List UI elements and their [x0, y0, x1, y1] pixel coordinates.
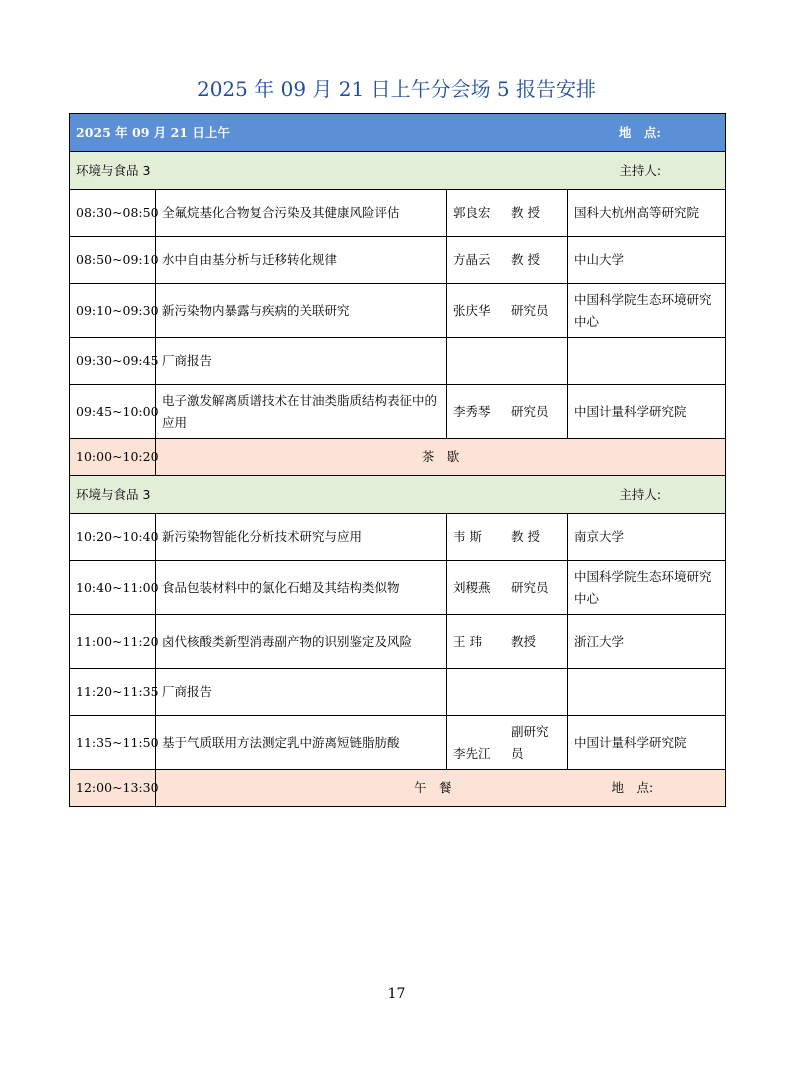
session-row: [70, 152, 726, 190]
talk-topic: 全氟烷基化合物复合污染及其健康风险评估: [156, 190, 447, 237]
table-row: [70, 190, 726, 237]
talk-topic: 新污染物智能化分析技术研究与应用: [156, 514, 447, 561]
session-cell: [70, 152, 726, 190]
talk-time: 11:20~11:35: [70, 669, 156, 716]
table-row: [70, 284, 726, 338]
speaker-cell: [447, 385, 568, 439]
talk-time: 09:10~09:30: [70, 284, 156, 338]
table-row: [70, 561, 726, 615]
table-row: [70, 669, 726, 716]
speaker-org: [568, 338, 726, 385]
lunch-time: 12:00~13:30: [70, 770, 156, 807]
table-row: [70, 385, 726, 439]
talk-time: 11:35~11:50: [70, 716, 156, 770]
speaker-title: 研究员: [511, 403, 549, 419]
page-title: 2025 年 09 月 21 日上午分会场 5 报告安排: [196, 77, 597, 101]
speaker-name: 李秀琴: [453, 403, 491, 419]
speaker-cell: [447, 669, 568, 716]
speaker-title: 研究员: [511, 302, 549, 318]
speaker-org: 中国计量科学研究院: [568, 716, 726, 770]
talk-time: 08:50~09:10: [70, 237, 156, 284]
session-name: 环境与食品 3: [76, 162, 151, 178]
speaker-cell: [447, 284, 568, 338]
table-header-row: [70, 114, 726, 152]
speaker-org: 中山大学: [568, 237, 726, 284]
speaker-org: 南京大学: [568, 514, 726, 561]
speaker-cell: [447, 237, 568, 284]
speaker-title: 教 授: [511, 205, 540, 220]
talk-topic: 新污染物内暴露与疾病的关联研究: [156, 284, 447, 338]
speaker-title: 研究员: [511, 579, 549, 595]
speaker-org: 浙江大学: [568, 615, 726, 669]
break-label: 茶 歇: [156, 439, 726, 476]
speaker-name: 刘稷燕: [453, 579, 491, 595]
table-row: [70, 514, 726, 561]
speaker-cell: [447, 338, 568, 385]
talk-topic: 卤代核酸类新型消毒副产物的识别鉴定及风险: [156, 615, 447, 669]
speaker-org: 中国科学院生态环境研究中心: [568, 561, 726, 615]
speaker-name: 韦 斯: [453, 529, 482, 544]
schedule-table: [69, 113, 726, 807]
talk-time: 09:45~10:00: [70, 385, 156, 439]
lunch-cell: [156, 770, 726, 807]
speaker-org: 中国科学院生态环境研究中心: [568, 284, 726, 338]
speaker-name: 王 玮: [453, 633, 482, 649]
speaker-name: 张庆华: [453, 302, 491, 318]
speaker-cell: [447, 190, 568, 237]
speaker-title: 教 授: [511, 529, 540, 544]
talk-time: 10:20~10:40: [70, 514, 156, 561]
talk-time: 10:40~11:00: [70, 561, 156, 615]
speaker-cell: [447, 514, 568, 561]
talk-time: 11:00~11:20: [70, 615, 156, 669]
lunch-label: 午 餐: [414, 780, 452, 795]
speaker-title: 教 授: [511, 252, 540, 267]
break-time: 10:00~10:20: [70, 439, 156, 476]
lunch-location-label: 地 点:: [611, 780, 654, 795]
speaker-org: [568, 669, 726, 716]
speaker-title: 教授: [511, 633, 537, 649]
speaker-name: 郭良宏: [453, 205, 491, 220]
talk-topic: 水中自由基分析与迁移转化规律: [156, 237, 447, 284]
table-row: [70, 237, 726, 284]
session-row: [70, 476, 726, 514]
speaker-cell: [447, 615, 568, 669]
speaker-name: 李先江: [453, 745, 491, 761]
speaker-cell: [447, 561, 568, 615]
speaker-org: 中国计量科学研究院: [568, 385, 726, 439]
host-label: 主持人:: [619, 162, 662, 178]
speaker-cell: [447, 716, 568, 770]
header-date: 2025 年 09 月 21 日上午: [76, 124, 230, 140]
talk-time: 09:30~09:45: [70, 338, 156, 385]
talk-topic: 电子激发解离质谱技术在甘油类脂质结构表征中的应用: [156, 385, 447, 439]
talk-time: 08:30~08:50: [70, 190, 156, 237]
page-number: 17: [387, 986, 406, 1002]
header-location-label: 地 点:: [618, 124, 662, 140]
session-cell: [70, 476, 726, 514]
table-row: [70, 338, 726, 385]
speaker-org: 国科大杭州高等研究院: [568, 190, 726, 237]
table-row: [70, 716, 726, 770]
talk-topic: 基于气质联用方法测定乳中游离短链脂肪酸: [156, 716, 447, 770]
lunch-row: [70, 770, 726, 807]
speaker-name: 方晶云: [453, 252, 491, 267]
talk-topic: 厂商报告: [156, 669, 447, 716]
talk-topic: 厂商报告: [156, 338, 447, 385]
session-name: 环境与食品 3: [76, 486, 151, 502]
talk-topic: 食品包装材料中的氯化石蜡及其结构类似物: [156, 561, 447, 615]
header-cell: [70, 114, 726, 152]
speaker-title: 副研究员: [511, 723, 549, 761]
table-row: [70, 615, 726, 669]
break-row: [70, 439, 726, 476]
host-label: 主持人:: [619, 486, 662, 502]
